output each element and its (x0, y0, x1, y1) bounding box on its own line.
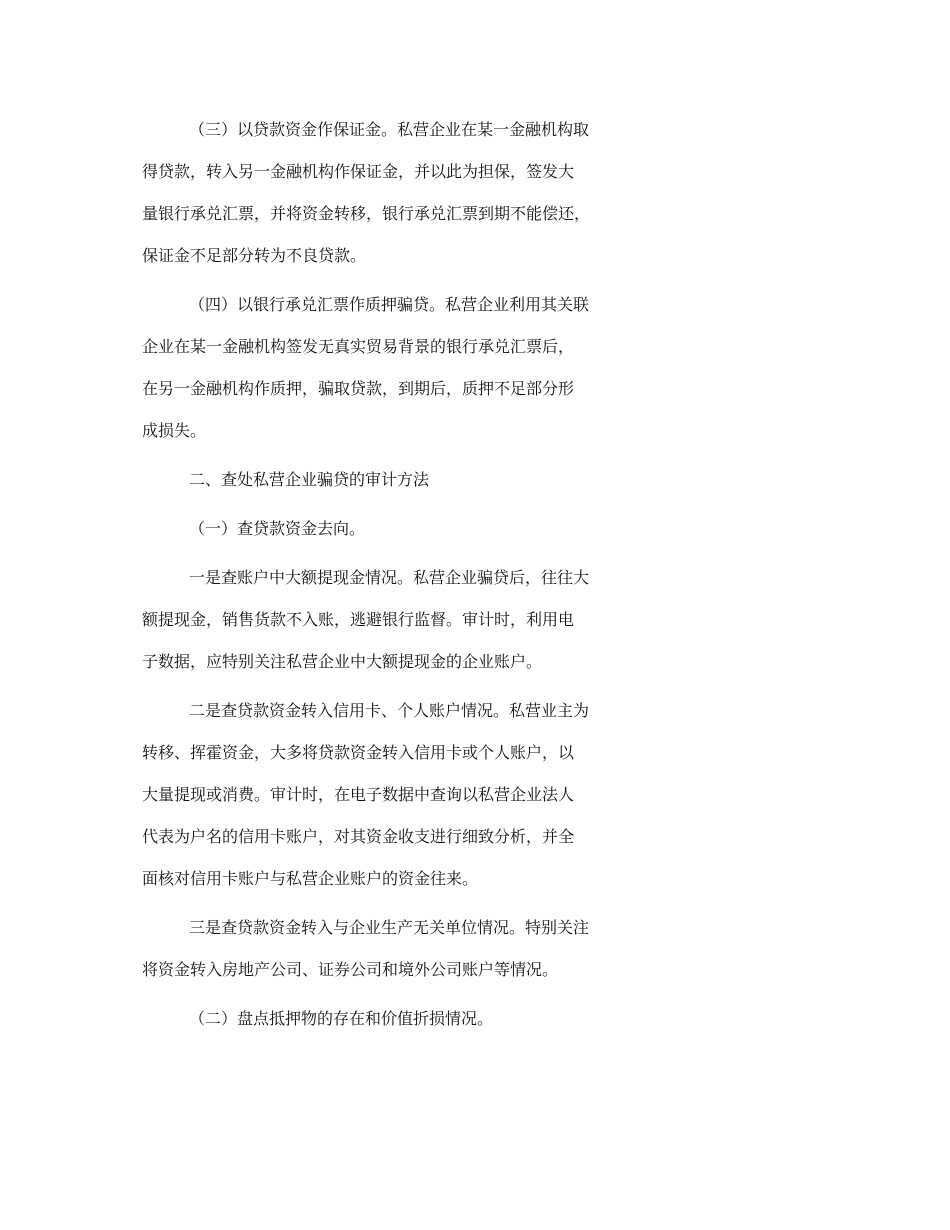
subheading-loan-destination (142, 516, 832, 558)
subsection-heading: （一）查贷款资金去向。 (189, 519, 366, 538)
subsection-heading: （二）盘点抵押物的存在和价值折损情况。 (189, 1009, 494, 1028)
text-line: 一是查账户中大额提现金情况。私营企业骗贷后，往往大 (189, 568, 590, 587)
text-line: 三是查贷款资金转入与企业生产无关单位情况。特别关注 (189, 918, 590, 937)
text-line: 大量提现或消费。审计时，在电子数据中查询以私营企业法人 (142, 785, 575, 804)
paragraph-large-cash-withdrawal (142, 565, 832, 691)
text-line: 转移、挥霍资金，大多将贷款资金转入信用卡或个人账户，以 (142, 743, 575, 762)
section-heading: 二、查处私营企业骗贷的审计方法 (189, 470, 430, 489)
text-line: 代表为户名的信用卡账户，对其资金收支进行细致分析，并全 (142, 827, 575, 846)
text-line: 额提现金，销售货款不入账，逃避银行监督。审计时，利用电 (142, 610, 575, 629)
text-line: 保证金不足部分转为不良贷款。 (142, 246, 367, 265)
paragraph-credit-card-transfer (142, 698, 832, 908)
document-page (142, 117, 832, 1055)
text-line: （四）以银行承兑汇票作质押骗贷。私营企业利用其关联 (189, 295, 590, 314)
paragraph-bill-pledge-fraud (142, 292, 832, 460)
text-line: 成损失。 (142, 421, 207, 440)
section-heading-audit-methods (142, 467, 832, 509)
subheading-collateral-inventory (142, 1006, 832, 1048)
text-line: 二是查贷款资金转入信用卡、个人账户情况。私营业主为 (189, 701, 590, 720)
text-line: 得贷款，转入另一金融机构作保证金，并以此为担保，签发大 (142, 162, 575, 181)
text-line: 在另一金融机构作质押，骗取贷款，到期后，质押不足部分形 (142, 379, 575, 398)
text-line: 企业在某一金融机构签发无真实贸易背景的银行承兑汇票后， (142, 337, 575, 356)
paragraph-unrelated-units (142, 915, 832, 999)
paragraph-deposit-as-guarantee (142, 117, 832, 285)
text-line: 面核对信用卡账户与私营企业账户的资金往来。 (142, 869, 479, 888)
text-line: 子数据，应特别关注私营企业中大额提现金的企业账户。 (142, 652, 543, 671)
text-line: 量银行承兑汇票，并将资金转移，银行承兑汇票到期不能偿还， (142, 204, 591, 223)
text-line: 将资金转入房地产公司、证券公司和境外公司账户等情况。 (142, 960, 559, 979)
text-line: （三）以贷款资金作保证金。私营企业在某一金融机构取 (189, 120, 590, 139)
